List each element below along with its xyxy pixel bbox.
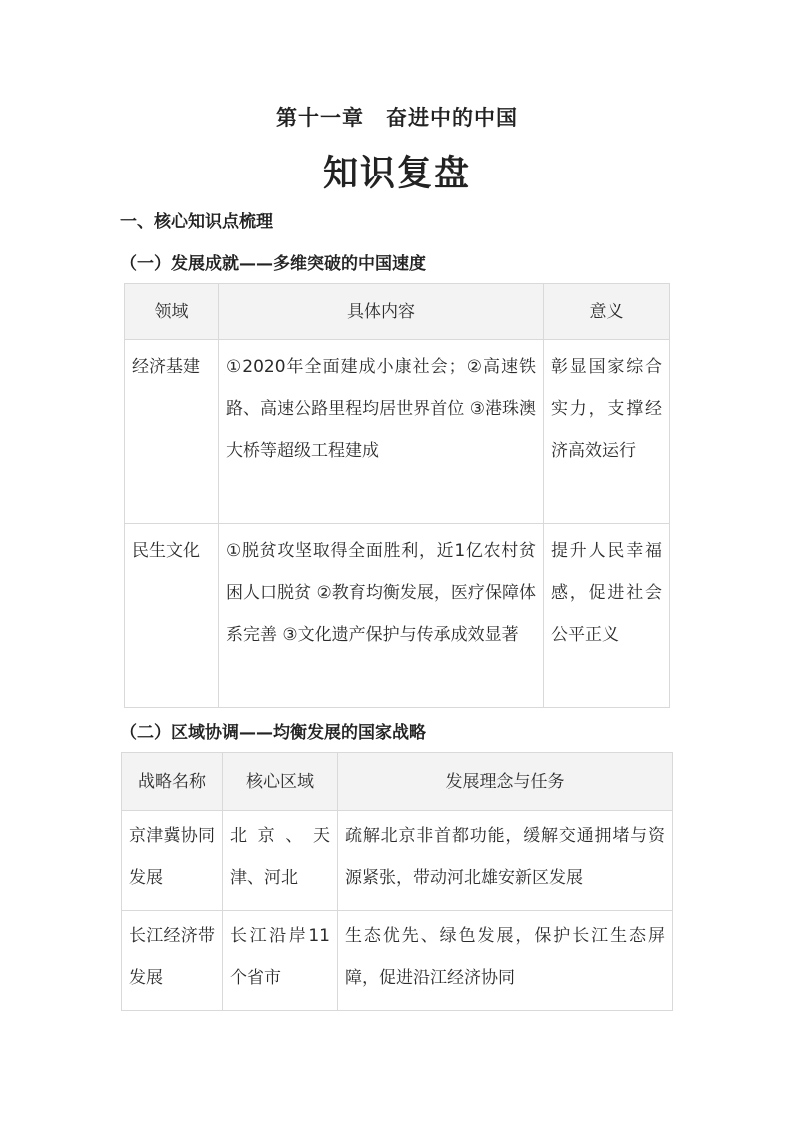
meaning-cell: 彰显国家综合实力，支撑经济高效运行: [544, 340, 670, 524]
achievements-table: [124, 283, 670, 708]
field-cell: 经济基建: [125, 340, 219, 524]
table-row: [125, 340, 670, 524]
chapter-title: 第十一章 奋进中的中国: [276, 106, 518, 130]
column-header-meaning: 意义: [544, 284, 670, 340]
content-cell: ①脱贫攻坚取得全面胜利，近1亿农村贫困人口脱贫 ②教育均衡发展，医疗保障体系完善 ③文化遗产保护与传承成效显著: [219, 524, 544, 708]
section-heading: 一、核心知识点梳理: [120, 212, 273, 232]
strategy-cell: 京津冀协同发展: [122, 811, 223, 911]
column-header-region: 核心区域: [223, 753, 338, 811]
page-title: 知识复盘: [322, 154, 471, 194]
table-row: [122, 911, 673, 1011]
region-cell: 长江沿岸11个省市: [223, 911, 338, 1011]
table-row: [122, 811, 673, 911]
task-cell: 生态优先、绿色发展，保护长江生态屏障，促进沿江经济协同: [338, 911, 673, 1011]
field-cell: 民生文化: [125, 524, 219, 708]
table-row: [125, 524, 670, 708]
meaning-cell: 提升人民幸福感，促进社会公平正义: [544, 524, 670, 708]
content-cell: ①2020年全面建成小康社会；②高速铁路、高速公路里程均居世界首位 ③港珠澳大桥等超级工程建成: [219, 340, 544, 524]
column-header-field: 领域: [125, 284, 219, 340]
region-cell: 北京、天津、河北: [223, 811, 338, 911]
column-header-strategy: 战略名称: [122, 753, 223, 811]
table-header-row: [125, 284, 670, 340]
column-header-content: 具体内容: [219, 284, 544, 340]
column-header-task: 发展理念与任务: [338, 753, 673, 811]
strategy-cell: 长江经济带发展: [122, 911, 223, 1011]
subsection-heading-regional: （二）区域协调——均衡发展的国家战略: [120, 723, 426, 743]
regional-strategy-table: [121, 752, 673, 1011]
table-header-row: [122, 753, 673, 811]
task-cell: 疏解北京非首都功能，缓解交通拥堵与资源紧张，带动河北雄安新区发展: [338, 811, 673, 911]
subsection-heading-achievements: （一）发展成就——多维突破的中国速度: [120, 254, 426, 274]
